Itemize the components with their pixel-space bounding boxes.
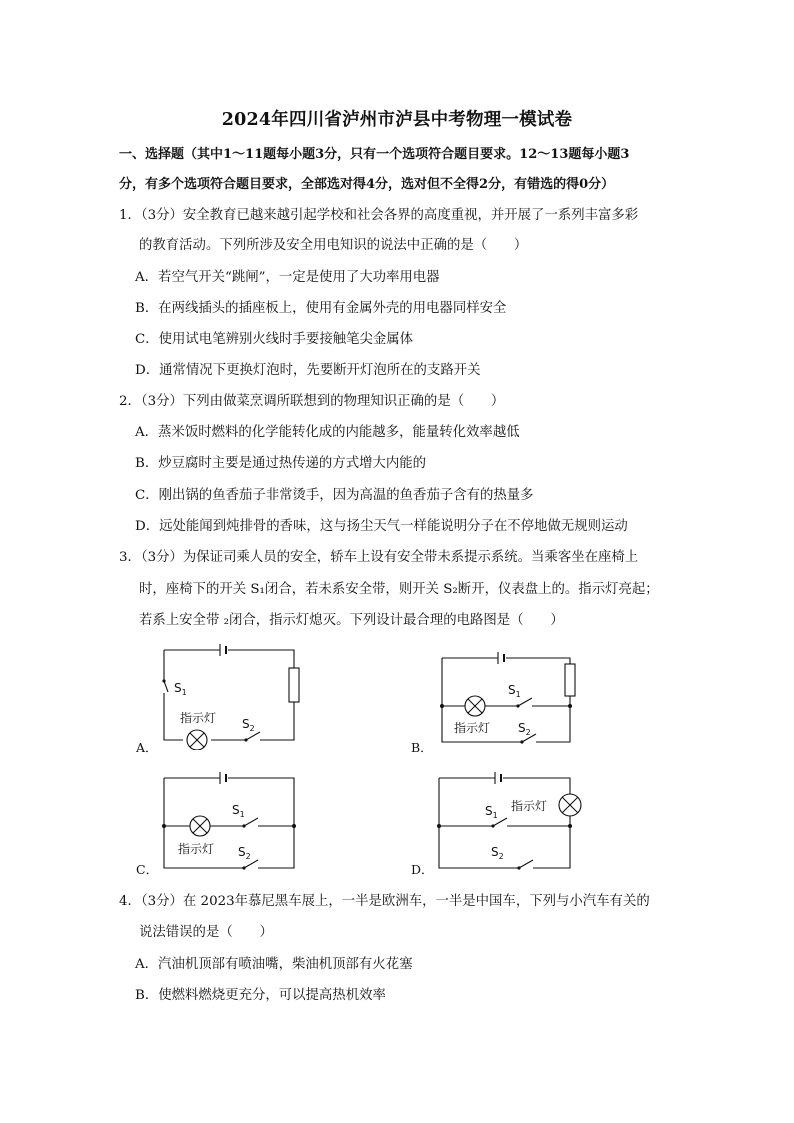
q1-stem-line1: 1．（3分）安全教育已越来越引起学校和社会各界的高度重视，并开展了一系列丰富多彩 — [119, 208, 639, 223]
circuit-diagram-c — [150, 768, 306, 876]
switch-s2-label-b: $S_2$ — [518, 721, 531, 737]
q3-stem-line2: 时，座椅下的开关 S₁闭合，若未系安全带，则开关 S₂断开，仪表盘上的。指示灯亮起； — [139, 582, 659, 597]
page-title: 2024年四川省泸州市泸县中考物理一模试卷 — [221, 110, 573, 130]
switch-s2-label-d: $S_2$ — [491, 845, 504, 861]
q3-option-label-c: C． — [136, 862, 159, 877]
lamp-label-b: 指示灯 — [454, 721, 491, 735]
q2-stem-line1: 2．（3分）下列由做菜烹调所联想到的物理知识正确的是（ ） — [119, 394, 505, 409]
switch-s1-label-c: $S_1$ — [232, 803, 245, 819]
q4-stem-line2: 说法错误的是（ ） — [139, 925, 273, 940]
q1-option-c: C．使用试电笔辨别火线时手要接触笔尖金属体 — [135, 332, 414, 347]
switch-s1-label-d: $S_1$ — [485, 804, 498, 820]
circuit-diagram-a — [150, 638, 310, 750]
q3-option-label-a: A． — [136, 740, 158, 755]
q2-option-d: D．远处能闻到炖排骨的香味，这与扬尘天气一样能说明分子在不停地做无规则运动 — [135, 519, 628, 534]
switch-s2-label-c: $S_2$ — [238, 845, 251, 861]
q1-option-b: B．在两线插头的插座板上，使用有金属外壳的用电器同样安全 — [135, 301, 507, 316]
section-heading-line2: 分，有多个选项符合题目要求，全部选对得4分，选对但不全得2分，有错选的得0分） — [119, 177, 615, 192]
q2-option-a: A．蒸米饭时燃料的化学能转化成的内能越多，能量转化效率越低 — [135, 425, 520, 440]
q4-option-b: B．使燃料燃烧更充分，可以提高热机效率 — [135, 988, 386, 1003]
q3-stem-line3: 若系上安全带 ₂闭合，指示灯熄灭。下列设计最合理的电路图是（ ） — [139, 613, 564, 628]
q4-stem-line1: 4．（3分）在 2023年慕尼黑车展上，一半是欧洲车，一半是中国车，下列与小汽车有关的 — [119, 894, 650, 909]
section-heading-line1: 一、选择题（其中1～11题每小题3分，只有一个选项符合题目要求。12～13题每小题3 — [119, 147, 630, 162]
q2-option-b: B．炒豆腐时主要是通过热传递的方式增大内能的 — [135, 456, 427, 471]
q3-option-label-d: D． — [411, 862, 434, 877]
switch-s1-label-b: $S_1$ — [508, 683, 521, 699]
circuit-diagram-d — [425, 768, 590, 876]
q2-option-c: C．刚出锅的鱼香茄子非常烫手，因为高温的鱼香茄子含有的热量多 — [135, 488, 534, 503]
lamp-label-c: 指示灯 — [178, 842, 215, 856]
q3-stem-line1: 3．（3分）为保证司乘人员的安全，轿车上设有安全带未系提示系统。当乘客坐在座椅上 — [119, 550, 639, 565]
q1-stem-line2: 的教育活动。下列所涉及安全用电知识的说法中正确的是（ ） — [139, 238, 528, 253]
circuit-diagram-b — [428, 648, 584, 752]
lamp-label-d: 指示灯 — [511, 799, 548, 813]
q3-option-label-b: B． — [411, 740, 433, 755]
switch-s1-label-a: $S_1$ — [174, 681, 187, 697]
q4-option-a: A．汽油机顶部有喷油嘴，柴油机顶部有火花塞 — [135, 957, 413, 972]
q1-option-d: D．通常情况下更换灯泡时，先要断开灯泡所在的支路开关 — [135, 363, 481, 378]
lamp-label-a: 指示灯 — [180, 711, 217, 725]
switch-s2-label-a: $S_2$ — [242, 717, 255, 733]
q1-option-a: A．若空气开关“跳闸”，一定是使用了大功率用电器 — [135, 270, 440, 285]
